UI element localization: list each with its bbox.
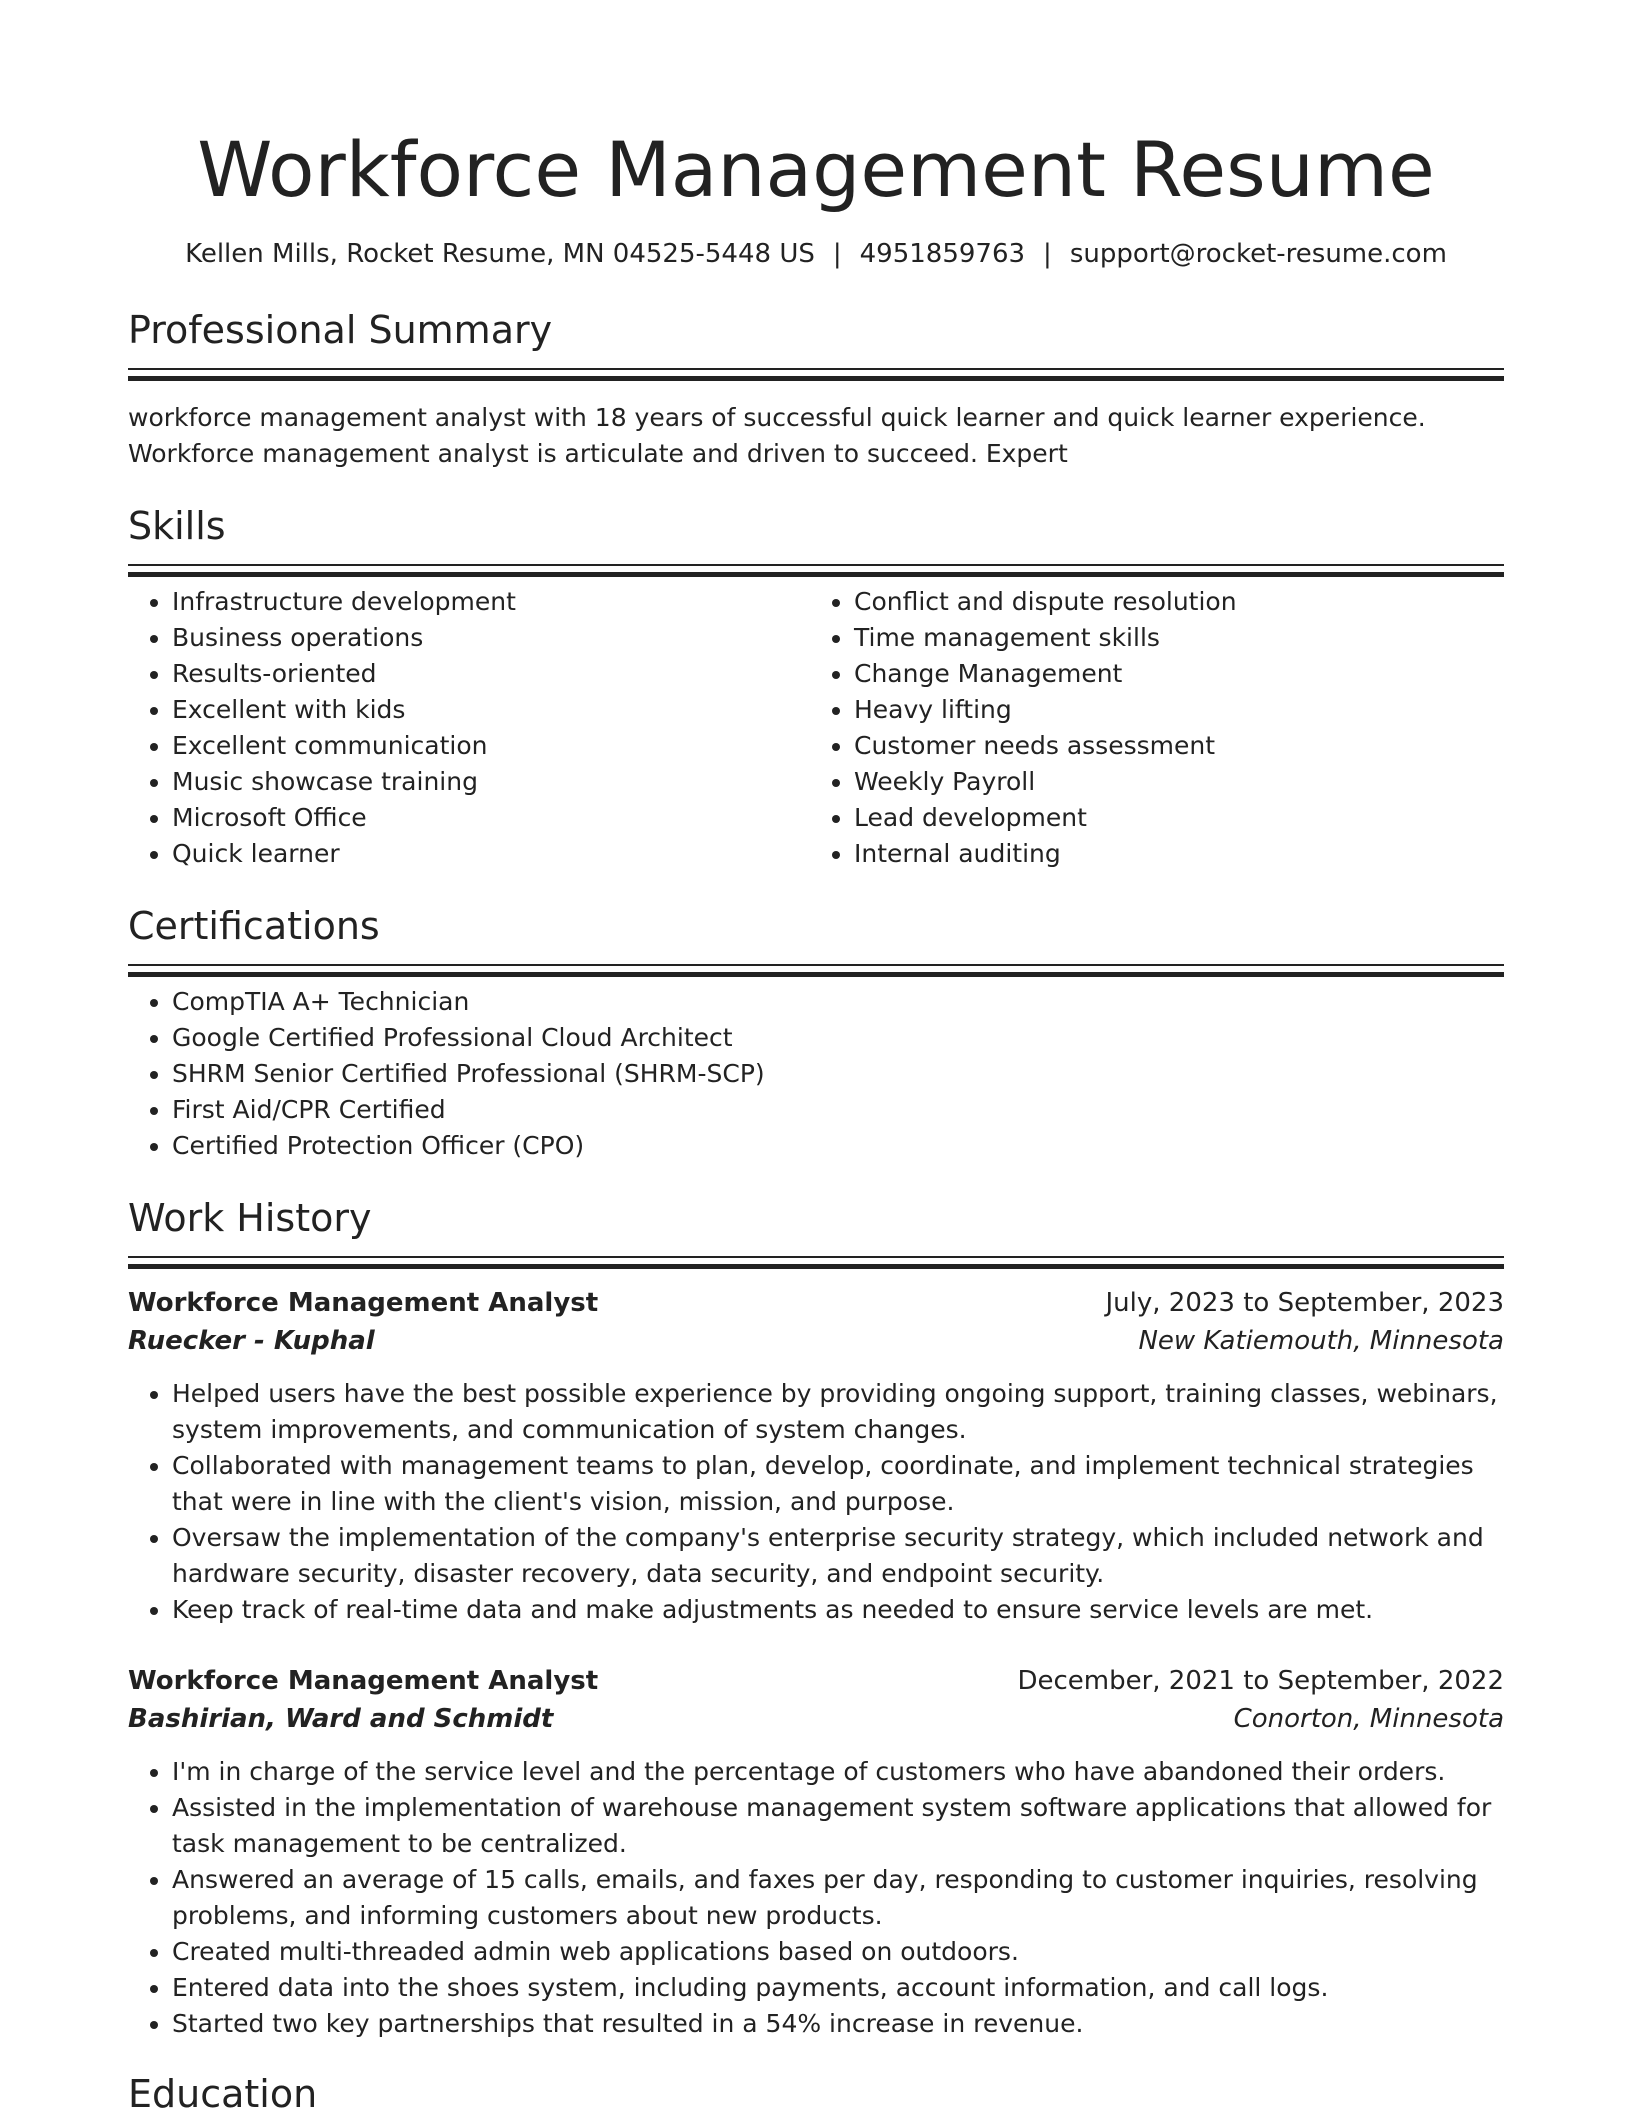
work-history-heading: Work History xyxy=(128,1196,372,1240)
certification-item: • Google Certified Professional Cloud Architect xyxy=(172,1020,1504,1056)
section-divider xyxy=(128,964,1504,966)
skill-item: • Change Management xyxy=(854,656,1488,692)
skill-item: • Microsoft Office xyxy=(172,800,806,836)
certifications-section xyxy=(128,902,1504,1164)
job-title: Workforce Management Analyst xyxy=(128,1288,599,1318)
contact-separator: | xyxy=(1043,239,1052,269)
job-entry xyxy=(128,1284,1504,1628)
contact-address: Kellen Mills, Rocket Resume, MN 04525-5448 US xyxy=(185,239,815,269)
education-heading: Education xyxy=(128,2072,318,2116)
skill-item: • Music showcase training xyxy=(172,764,806,800)
summary-heading: Professional Summary xyxy=(128,308,553,352)
skill-item: • Results-oriented xyxy=(172,656,806,692)
job-company: Bashirian, Ward and Schmidt xyxy=(128,1704,554,1734)
job-header-row xyxy=(128,1662,1504,1700)
job-bullet: • I'm in charge of the service level and the percentage of customers who have abandoned their orders. xyxy=(172,1754,1504,1790)
work-history-section xyxy=(128,1194,1504,2042)
job-entry xyxy=(128,1662,1504,2042)
skill-item: • Conflict and dispute resolution xyxy=(854,584,1488,620)
job-header-row xyxy=(128,1284,1504,1322)
job-company-row xyxy=(128,1700,1504,1738)
job-bullet: • Helped users have the best possible experience by providing ongoing support, training classes, webinars, system improvements, and communication of system changes. xyxy=(172,1376,1504,1448)
job-company-row xyxy=(128,1322,1504,1360)
job-dates: July, 2023 to September, 2023 xyxy=(1105,1288,1504,1318)
education-section xyxy=(128,2070,1504,2118)
contact-phone: 4951859763 xyxy=(859,239,1026,269)
skill-item: • Business operations xyxy=(172,620,806,656)
job-location: Conorton, Minnesota xyxy=(1233,1704,1504,1734)
section-divider xyxy=(128,1256,1504,1258)
contact-separator: | xyxy=(832,239,842,269)
contact-line xyxy=(128,238,1504,270)
skills-heading: Skills xyxy=(128,504,226,548)
certifications-heading: Certifications xyxy=(128,904,380,948)
skill-item: • Customer needs assessment xyxy=(854,728,1488,764)
section-divider xyxy=(128,564,1504,566)
contact-email: support@rocket-resume.com xyxy=(1069,239,1447,269)
job-title: Workforce Management Analyst xyxy=(128,1666,599,1696)
certification-item: • SHRM Senior Certified Professional (SHRM-SCP) xyxy=(172,1056,1504,1092)
resume-page xyxy=(128,0,1504,2118)
summary-text: workforce management analyst with 18 years of successful quick learner and quick learner experience. Workforce management analyst is articulate and driven to succeed. Expert xyxy=(128,403,1426,468)
skill-item: • Time management skills xyxy=(854,620,1488,656)
certification-item: • Certified Protection Officer (CPO) xyxy=(172,1128,1504,1164)
skill-item: • Excellent communication xyxy=(172,728,806,764)
job-bullet: • Answered an average of 15 calls, emails, and faxes per day, responding to customer inquiries, resolving problems, and informing customers about new products. xyxy=(172,1862,1504,1934)
job-bullet: • Entered data into the shoes system, including payments, account information, and call logs. xyxy=(172,1970,1504,2006)
skills-list-right xyxy=(806,584,1488,872)
resume-title: Workforce Management Resume xyxy=(197,125,1435,214)
skill-item: • Internal auditing xyxy=(854,836,1488,872)
job-bullet: • Created multi-threaded admin web applications based on outdoors. xyxy=(172,1934,1504,1970)
section-divider xyxy=(128,368,1504,370)
job-location: New Katiemouth, Minnesota xyxy=(1138,1326,1504,1356)
certification-item: • First Aid/CPR Certified xyxy=(172,1092,1504,1128)
skills-list-left xyxy=(128,584,806,872)
job-bullets xyxy=(128,1376,1504,1628)
job-bullet: • Assisted in the implementation of warehouse management system software applications that allowed for task management to be centralized. xyxy=(172,1790,1504,1862)
job-bullet: • Started two key partnerships that resulted in a 54% increase in revenue. xyxy=(172,2006,1504,2042)
summary-section xyxy=(128,306,1504,472)
job-bullet: • Collaborated with management teams to plan, develop, coordinate, and implement technical strategies that were in line with the client's vision, mission, and purpose. xyxy=(172,1448,1504,1520)
job-bullets xyxy=(128,1754,1504,2042)
skill-item: • Heavy lifting xyxy=(854,692,1488,728)
job-bullet: • Keep track of real-time data and make adjustments as needed to ensure service levels are met. xyxy=(172,1592,1504,1628)
skill-item: • Weekly Payroll xyxy=(854,764,1488,800)
certification-item: • CompTIA A+ Technician xyxy=(172,984,1504,1020)
skills-grid xyxy=(128,584,1504,872)
skill-item: • Infrastructure development xyxy=(172,584,806,620)
certifications-list xyxy=(128,984,1504,1164)
job-bullet: • Oversaw the implementation of the company's enterprise security strategy, which included network and hardware security, disaster recovery, data security, and endpoint security. xyxy=(172,1520,1504,1592)
job-dates: December, 2021 to September, 2022 xyxy=(1017,1666,1504,1696)
skills-section xyxy=(128,502,1504,872)
job-company: Ruecker - Kuphal xyxy=(128,1326,375,1356)
skill-item: • Quick learner xyxy=(172,836,806,872)
skill-item: • Excellent with kids xyxy=(172,692,806,728)
skill-item: • Lead development xyxy=(854,800,1488,836)
